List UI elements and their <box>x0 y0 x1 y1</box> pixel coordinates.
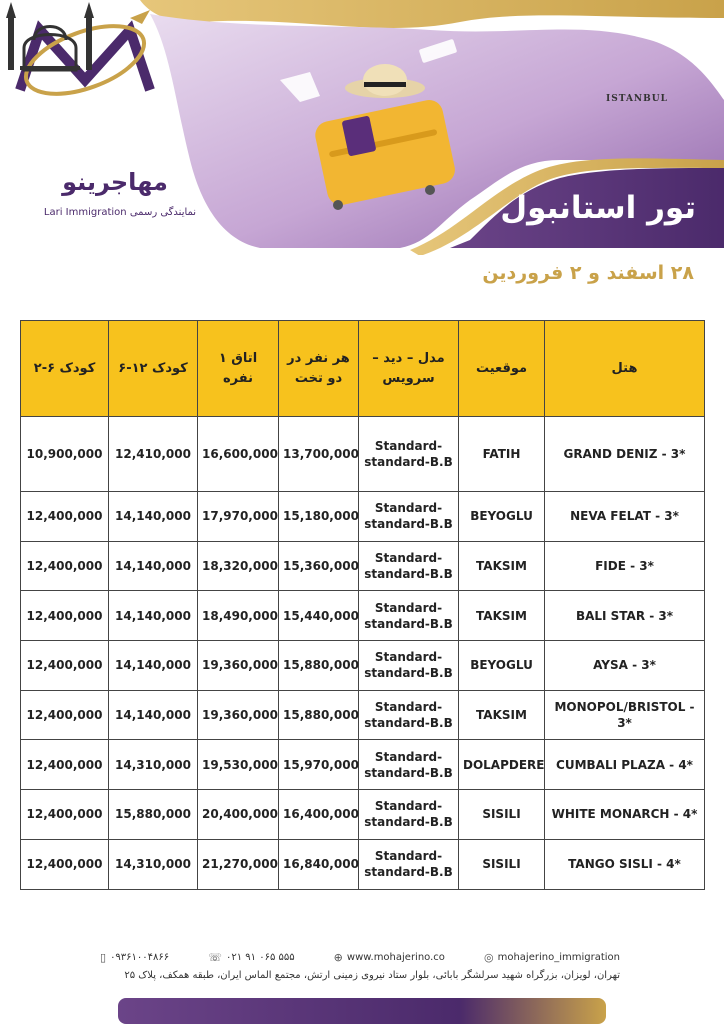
cell-child-6-12: 14,140,000 <box>109 641 198 691</box>
cell-child-2-6: 12,400,000 <box>21 839 109 889</box>
header-model: مدل – دید – سرویس <box>359 321 459 417</box>
cell-hotel: NEVA FELAT - 3* <box>545 492 705 542</box>
brand-name: مهاجرینو <box>62 168 168 196</box>
cell-double-per-person: 15,440,000 <box>279 591 359 641</box>
cell-single-room: 19,530,000 <box>198 740 279 790</box>
cell-child-6-12: 14,310,000 <box>109 740 198 790</box>
brand-subtitle <box>40 207 200 218</box>
cell-location: DOLAPDERE <box>459 740 545 790</box>
cell-location: FATIH <box>459 417 545 492</box>
telephone-icon: ☏ <box>208 951 222 964</box>
cell-model: Standard-standard-B.B <box>359 591 459 641</box>
footer-mobile-number: ۰۹۳۶۱۰۰۴۸۶۶ <box>110 952 170 963</box>
cell-double-per-person: 15,880,000 <box>279 690 359 740</box>
cell-child-2-6: 12,400,000 <box>21 591 109 641</box>
cell-location: SISILI <box>459 839 545 889</box>
cell-location: BEYOGLU <box>459 492 545 542</box>
table-row <box>21 417 705 492</box>
brand-subtitle-en: Lari Immigration <box>43 207 127 218</box>
istanbul-mosque-icon <box>0 0 100 80</box>
cell-hotel: CUMBALI PLAZA - 4* <box>545 740 705 790</box>
footer-mobile <box>100 951 169 964</box>
cell-child-6-12: 12,410,000 <box>109 417 198 492</box>
cell-model: Standard-standard-B.B <box>359 790 459 840</box>
footer-website-url[interactable]: www.mohajerino.co <box>346 952 445 963</box>
header-double-per-person: هر نفر در دو تخت <box>279 321 359 417</box>
cell-child-6-12: 15,880,000 <box>109 790 198 840</box>
cell-double-per-person: 13,700,000 <box>279 417 359 492</box>
footer-contacts <box>100 951 620 964</box>
table-header-row <box>21 321 705 417</box>
cell-double-per-person: 16,400,000 <box>279 790 359 840</box>
cell-child-6-12: 14,140,000 <box>109 690 198 740</box>
cell-child-6-12: 14,140,000 <box>109 492 198 542</box>
footer-phone-number: ۰۲۱ ۹۱ ۰۶۵ ۵۵۵ <box>225 952 295 963</box>
cell-hotel: TANGO SISLI - 4* <box>545 839 705 889</box>
header-hotel: هتل <box>545 321 705 417</box>
cell-child-2-6: 12,400,000 <box>21 790 109 840</box>
cell-hotel: AYSA - 3* <box>545 641 705 691</box>
cell-child-2-6: 10,900,000 <box>21 417 109 492</box>
footer-bar <box>118 998 606 1024</box>
header-location: موقعیت <box>459 321 545 417</box>
page-header <box>0 0 724 255</box>
cell-single-room: 18,490,000 <box>198 591 279 641</box>
cell-single-room: 20,400,000 <box>198 790 279 840</box>
table-row <box>21 740 705 790</box>
brand-subtitle-fa: نمایندگی رسمی <box>129 207 197 218</box>
cell-single-room: 16,600,000 <box>198 417 279 492</box>
cell-model: Standard-standard-B.B <box>359 492 459 542</box>
cell-child-2-6: 12,400,000 <box>21 740 109 790</box>
mobile-phone-icon: ▯ <box>100 951 107 964</box>
cell-hotel: GRAND DENIZ - 3* <box>545 417 705 492</box>
cell-single-room: 17,970,000 <box>198 492 279 542</box>
table-row <box>21 690 705 740</box>
cell-single-room: 21,270,000 <box>198 839 279 889</box>
footer-address: تهران، لویزان، بزرگراه شهید سرلشگر بابائی، بلوار ستاد نیروی زمینی ارتش، مجتمع الماس ایران، طبقه همکف، پلاک ۲۵ <box>124 970 620 981</box>
cell-location: TAKSIM <box>459 690 545 740</box>
cell-child-2-6: 12,400,000 <box>21 641 109 691</box>
cell-location: TAKSIM <box>459 591 545 641</box>
cell-child-6-12: 14,140,000 <box>109 591 198 641</box>
footer-instagram-handle[interactable]: mohajerino_immigration <box>497 952 620 963</box>
cell-location: TAKSIM <box>459 541 545 591</box>
cell-child-6-12: 14,140,000 <box>109 541 198 591</box>
footer-phone <box>208 951 294 964</box>
table-row <box>21 641 705 691</box>
cell-double-per-person: 16,840,000 <box>279 839 359 889</box>
table-row <box>21 839 705 889</box>
cell-model: Standard-standard-B.B <box>359 740 459 790</box>
cell-model: Standard-standard-B.B <box>359 541 459 591</box>
cell-double-per-person: 15,970,000 <box>279 740 359 790</box>
footer-instagram[interactable] <box>484 951 620 964</box>
globe-icon: ⊕ <box>333 951 343 964</box>
tour-title: تور استانبول <box>500 190 696 226</box>
cell-model: Standard-standard-B.B <box>359 417 459 492</box>
cell-model: Standard-standard-B.B <box>359 690 459 740</box>
cell-double-per-person: 15,880,000 <box>279 641 359 691</box>
cell-child-2-6: 12,400,000 <box>21 690 109 740</box>
header-single-room: اتاق ۱ نفره <box>198 321 279 417</box>
cell-hotel: BALI STAR - 3* <box>545 591 705 641</box>
hotel-price-table <box>20 320 705 890</box>
cell-single-room: 19,360,000 <box>198 690 279 740</box>
cell-location: BEYOGLU <box>459 641 545 691</box>
cell-double-per-person: 15,360,000 <box>279 541 359 591</box>
table-row <box>21 492 705 542</box>
header-child-2-6: کودک ۶-۲ <box>21 321 109 417</box>
tour-dates: ۲۸ اسفند و ۲ فروردین <box>482 262 694 284</box>
cell-location: SISILI <box>459 790 545 840</box>
table-row <box>21 591 705 641</box>
instagram-icon: ◎ <box>483 951 494 964</box>
istanbul-badge-text: ISTANBUL <box>606 94 668 104</box>
table-row <box>21 541 705 591</box>
cell-model: Standard-standard-B.B <box>359 839 459 889</box>
cell-double-per-person: 15,180,000 <box>279 492 359 542</box>
cell-hotel: FIDE - 3* <box>545 541 705 591</box>
table-row <box>21 790 705 840</box>
cell-hotel: WHITE MONARCH - 4* <box>545 790 705 840</box>
cell-child-2-6: 12,400,000 <box>21 492 109 542</box>
footer-website[interactable] <box>334 951 445 964</box>
cell-child-2-6: 12,400,000 <box>21 541 109 591</box>
cell-model: Standard-standard-B.B <box>359 641 459 691</box>
cell-hotel: MONOPOL/BRISTOL - 3* <box>545 690 705 740</box>
header-child-6-12: کودک ۱۲-۶ <box>109 321 198 417</box>
cell-single-room: 19,360,000 <box>198 641 279 691</box>
cell-single-room: 18,320,000 <box>198 541 279 591</box>
cell-child-6-12: 14,310,000 <box>109 839 198 889</box>
